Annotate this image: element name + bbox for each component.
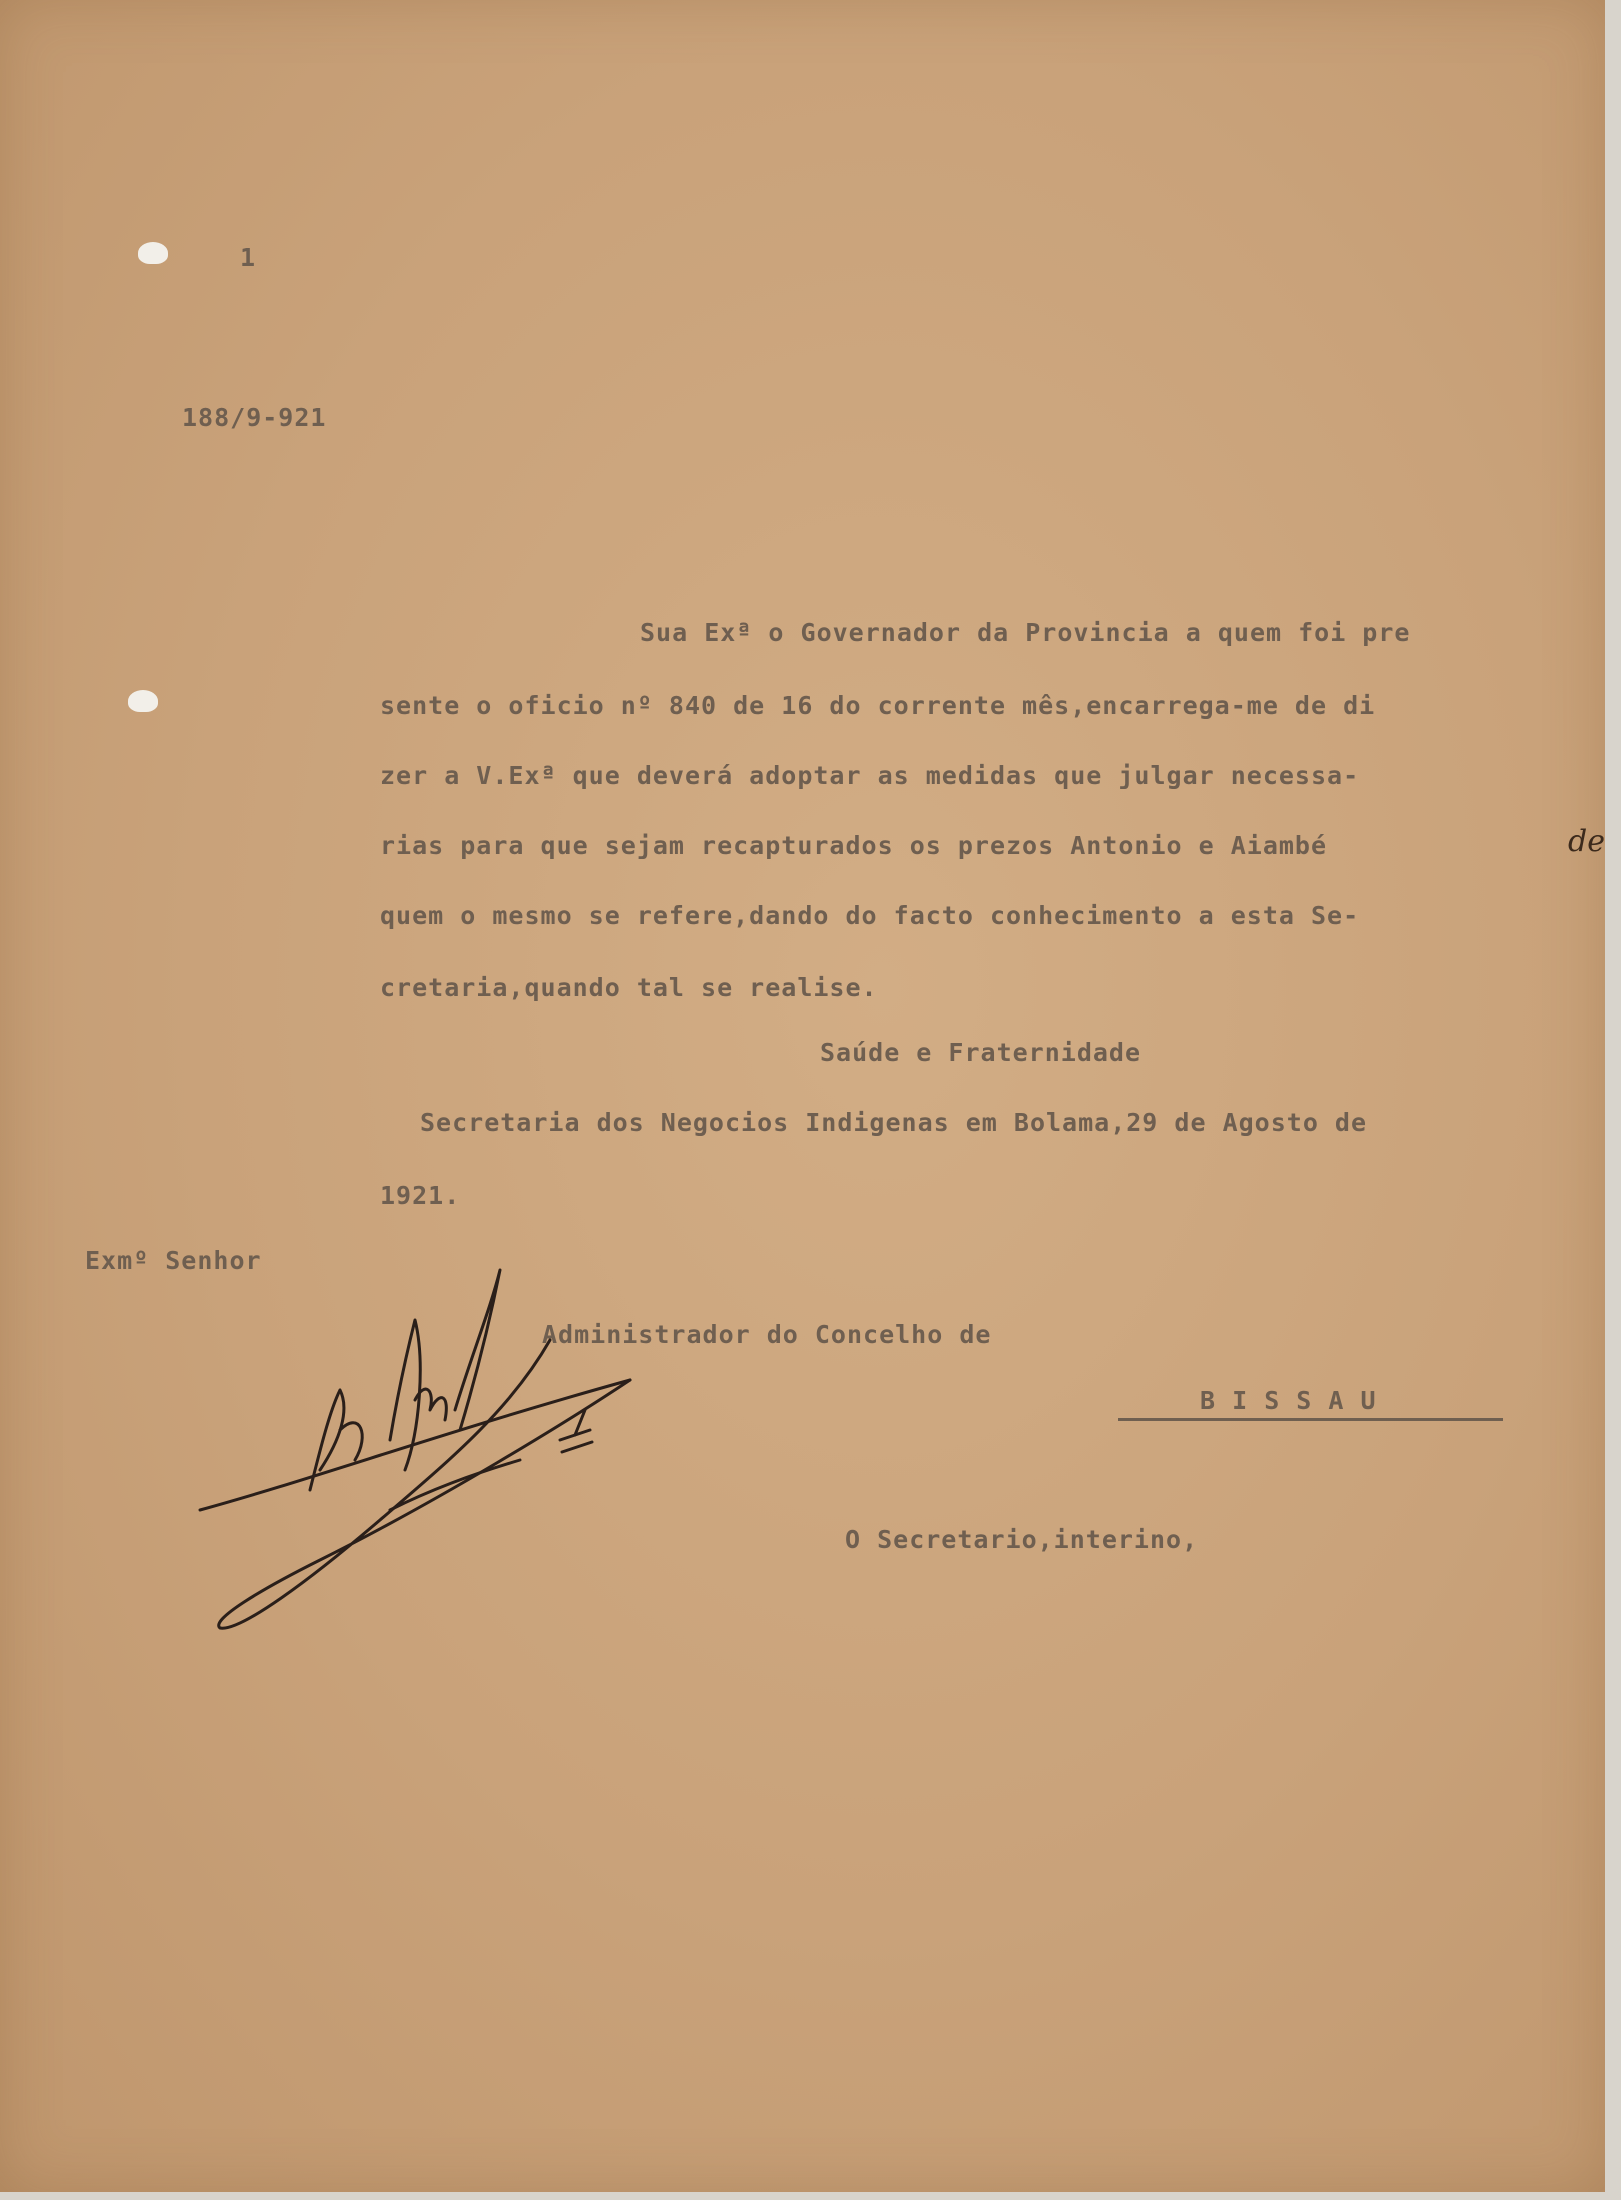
address-place: B I S S A U — [1200, 1386, 1377, 1415]
body-line-2: sente o oficio nº 840 de 16 do corrente mês,encarrega-me de di — [380, 691, 1376, 720]
reference-number: 188/9-921 — [182, 403, 327, 432]
handwritten-signature — [190, 1260, 660, 1650]
address-place-underline — [1118, 1418, 1503, 1421]
signatory: O Secretario,interino, — [845, 1525, 1199, 1554]
body-line-1: Sua Exª o Governador da Provincia a quem foi pre — [640, 618, 1411, 647]
body-line-4: rias para que sejam recapturados os prezos Antonio e Aiambé — [380, 831, 1328, 860]
address-title: Administrador do Concelho de — [542, 1320, 992, 1349]
page-number: 1 — [240, 243, 257, 272]
punch-hole-top — [138, 242, 168, 264]
place-date-line: Secretaria dos Negocios Indigenas em Bolama,29 de Agosto de — [420, 1108, 1368, 1137]
body-line-6: cretaria,quando tal se realise. — [380, 973, 878, 1002]
body-line-5: quem o mesmo se refere,dando do facto conhecimento a esta Se- — [380, 901, 1360, 930]
handwritten-insert: de — [1568, 824, 1605, 859]
address-greeting: Exmº Senhor — [85, 1246, 262, 1275]
body-line-3: zer a V.Exª que deverá adoptar as medidas que julgar necessa- — [380, 761, 1360, 790]
salutation: Saúde e Fraternidade — [820, 1038, 1142, 1067]
year-line: 1921. — [380, 1181, 461, 1210]
punch-hole-middle — [128, 690, 158, 712]
